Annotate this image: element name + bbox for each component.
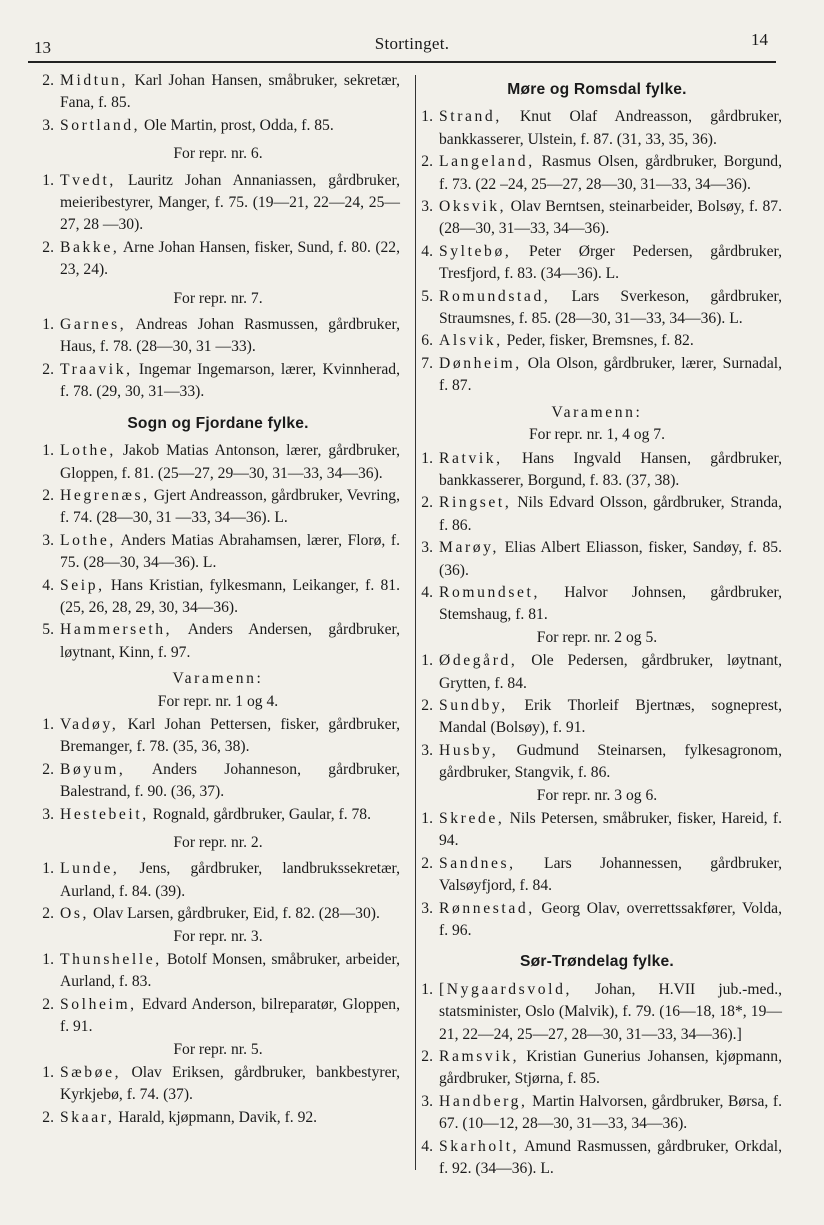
member-name: Hegrenæs, (60, 486, 150, 504)
member-name: Husby, (439, 741, 499, 759)
entry-number: 1. (421, 449, 433, 467)
entry-text (439, 582, 782, 627)
member-details: Johan, H.VII jub.-med., statsminister, Oslo (Malvik), f. 79. (16—18, 18*, 19—21, 22—24, 25—27, 28—30, 31—33, 34—36).] (439, 980, 782, 1043)
member-name: Romundset, (439, 583, 540, 601)
member-name: Syltebø, (439, 242, 512, 260)
member-entry (412, 808, 782, 853)
entry-number: 1. (42, 171, 54, 189)
member-name: Bakke, (60, 238, 120, 256)
entry-number: 3. (421, 198, 433, 216)
member-name: Langeland, (439, 153, 535, 171)
member-entry (412, 196, 782, 241)
entry-text (60, 714, 400, 759)
member-name: Hammerseth, (60, 621, 173, 639)
entry-text (60, 858, 400, 903)
member-name: Skarholt, (439, 1137, 520, 1155)
member-entry (36, 858, 400, 903)
member-details: Botolf Monsen, småbruker, arbeider, Aurland, f. 83. (60, 951, 400, 991)
member-name: Sundby, (439, 696, 508, 714)
member-details: Knut Olaf Andreasson, gårdbruker, bankkasserer, Ulstein, f. 87. (31, 33, 35, 36). (439, 108, 782, 148)
member-name: Sæbøe, (60, 1064, 122, 1082)
member-entry (412, 1136, 782, 1181)
member-details: Lars Sverkeson, gårdbruker, Straumsnes, f. 85. (28—30, 31—33, 34—36). L. (439, 287, 782, 328)
member-details: Jens, gårdbruker, landbrukssekretær, Aurland, f. 84. (39). (60, 860, 400, 900)
entry-number: 1. (42, 1064, 54, 1082)
entry-number: 2. (42, 360, 54, 378)
member-details: Rasmus Olsen, gårdbruker, Borgund, f. 73. (22 –24, 25—27, 28—30, 31—33, 34—36). (439, 153, 782, 193)
member-name: Thunshelle, (60, 951, 162, 969)
entry-text (60, 170, 400, 237)
entry-text (439, 286, 782, 331)
member-name: Lunde, (60, 860, 120, 878)
member-entry (412, 241, 782, 286)
member-entry (36, 314, 400, 359)
member-details: Elias Albert Eliasson, fisker, Sandøy, f. 85. (36). (439, 539, 782, 579)
entry-number: 2. (421, 153, 433, 171)
entry-number: 1. (42, 860, 54, 878)
entry-number: 6. (421, 332, 433, 350)
member-name: Alsvik, (439, 332, 503, 350)
entry-text (60, 115, 400, 137)
header-rule (28, 61, 776, 63)
member-details: Amund Rasmussen, gårdbruker, Orkdal, f. 92. (34—36). L. (439, 1137, 782, 1178)
entry-text (60, 485, 400, 530)
member-details: Gudmund Steinarsen, fylkesagronom, gårdbruker, Stangvik, f. 86. (439, 741, 782, 782)
entry-text (439, 853, 782, 898)
member-name: Ødegård, (439, 652, 518, 670)
entry-text (439, 330, 782, 352)
member-entry (412, 353, 782, 398)
representative-subheading: For repr. nr. 1, 4 og 7. (528, 426, 665, 444)
entry-number: 2. (421, 696, 433, 714)
entry-number: 4. (421, 1137, 433, 1155)
entry-text (439, 695, 782, 740)
member-entry (36, 714, 400, 759)
member-entry (412, 582, 782, 627)
member-details: Karl Johan Hansen, småbruker, sekretær, Fana, f. 85. (60, 72, 400, 112)
entry-text (60, 530, 400, 575)
member-details: Lauritz Johan Annaniassen, gårdbruker, meieribestyrer, Manger, f. 75. (19—21, 22—24, 25—27, 28 —30). (60, 171, 400, 234)
substitutes-heading: Varamenn: (172, 670, 264, 688)
member-entry (412, 492, 782, 537)
member-name: Skrede, (439, 810, 505, 827)
entry-text (60, 804, 400, 826)
member-entry (412, 898, 782, 943)
entry-text (439, 979, 782, 1046)
member-name: Lothe, (60, 442, 116, 460)
member-details: Martin Halvorsen, gårdbruker, Børsa, f. 67. (10—12, 28—30, 31—33, 34—36). (439, 1092, 782, 1133)
entry-number: 3. (421, 1092, 433, 1110)
member-name: Seip, (60, 576, 105, 594)
representative-subheading: For repr. nr. 1 og 4. (157, 692, 279, 710)
member-name: [Nygaardsvold, (439, 980, 572, 998)
member-entry (36, 1062, 400, 1107)
member-details: Nils Edvard Olsson, gårdbruker, Stranda, f. 86. (439, 494, 782, 534)
entry-number: 2. (42, 486, 54, 504)
member-name: Strand, (439, 108, 502, 126)
member-name: Sandnes, (439, 854, 516, 872)
member-name: Skaar, (60, 1108, 115, 1126)
member-name: Solheim, (60, 995, 137, 1013)
entry-text (439, 740, 782, 785)
member-details: Lars Johannessen, gårdbruker, Valsøyfjord, f. 84. (439, 854, 782, 895)
representative-subheading: For repr. nr. 3. (173, 927, 263, 945)
entry-text (439, 196, 782, 241)
entry-number: 4. (421, 242, 433, 260)
member-entry (36, 903, 400, 925)
entry-number: 7. (421, 354, 433, 372)
member-name: Garnes, (60, 316, 127, 334)
member-entry (36, 949, 400, 994)
member-name: Midtun, (60, 72, 129, 89)
entry-text (60, 237, 400, 282)
member-entry (412, 106, 782, 151)
member-entry (36, 485, 400, 530)
entry-number: 3. (421, 899, 433, 917)
entry-number: 1. (42, 442, 54, 460)
representative-subheading: For repr. nr. 2. (173, 834, 263, 851)
member-details: Arne Johan Hansen, fisker, Sund, f. 80. (22, 23, 24). (60, 238, 401, 279)
member-name: Ringset, (439, 494, 512, 512)
member-entry (412, 537, 782, 582)
member-details: Edvard Anderson, bilreparatør, Gloppen, f. 91. (60, 995, 400, 1036)
member-details: Olav Berntsen, steinarbeider, Bolsøy, f. 87. (28—30, 31—33, 34—36). (439, 198, 782, 238)
entry-text (60, 1107, 400, 1129)
entry-text (439, 241, 782, 286)
representative-subheading: For repr. nr. 2 og 5. (536, 628, 658, 646)
right-column (412, 70, 782, 1181)
entry-text (60, 359, 400, 404)
member-name: Lothe, (60, 531, 116, 549)
entry-text (439, 808, 782, 853)
county-heading: Sogn og Fjordane fylke. (127, 414, 309, 432)
member-details: Halvor Johnsen, gårdbruker, Stemshaug, f. 81. (439, 583, 782, 624)
page-header (0, 30, 824, 60)
member-entry (412, 1091, 782, 1136)
entry-number: 1. (421, 108, 433, 126)
entry-text (439, 492, 782, 537)
member-details: Karl Johan Pettersen, fisker, gårdbruker, Bremanger, f. 78. (35, 36, 38). (60, 715, 400, 756)
member-entry (36, 237, 400, 282)
entry-number: 1. (421, 980, 433, 998)
member-entry (36, 619, 400, 664)
member-details: Harald, kjøpmann, Davik, f. 92. (118, 1108, 318, 1126)
member-details: Georg Olav, overrettssakfører, Volda, f. 96. (439, 899, 782, 940)
member-name: Oksvik, (439, 198, 507, 216)
member-details: Anders Andersen, gårdbruker, løytnant, Kinn, f. 97. (60, 621, 400, 661)
member-entry (36, 759, 400, 804)
entry-text (439, 1136, 782, 1181)
representative-subheading: For repr. nr. 7. (173, 289, 263, 307)
entry-number: 4. (42, 576, 54, 594)
member-details: Ole Martin, prost, Odda, f. 85. (144, 116, 334, 134)
entry-number: 1. (42, 951, 54, 969)
entry-number: 2. (42, 72, 54, 89)
member-entry (36, 804, 400, 826)
page-number-right: 14 (751, 30, 768, 49)
entry-number: 5. (42, 621, 54, 639)
member-entry (412, 1046, 782, 1091)
member-name: Handberg, (439, 1092, 528, 1110)
entry-text (60, 903, 400, 925)
member-details: Hans Ingvald Hansen, gårdbruker, bankkasserer, Borgund, f. 83. (37, 38). (439, 449, 782, 489)
member-name: Ratvik, (439, 449, 503, 467)
entry-text (439, 106, 782, 151)
member-entry (412, 151, 782, 196)
member-entry (36, 1107, 400, 1129)
member-entry (36, 70, 400, 115)
member-details: Gjert Andreasson, gårdbruker, Vevring, f. 74. (28—30, 31 —33, 34—36). L. (60, 486, 401, 527)
member-details: Kristian Gunerius Johansen, kjøpmann, gårdbruker, Stjørna, f. 85. (439, 1048, 782, 1088)
entry-number: 3. (42, 116, 54, 134)
member-entry (412, 286, 782, 331)
entry-number: 3. (421, 539, 433, 557)
entry-number: 3. (421, 741, 433, 759)
member-entry (412, 650, 782, 695)
member-details: Ola Olson, gårdbruker, lærer, Surnadal, f. 87. (439, 354, 782, 395)
member-entry (36, 115, 400, 137)
entry-number: 2. (42, 905, 54, 923)
member-details: Ingemar Ingemarson, lærer, Kvinnherad, f. 78. (29, 30, 31—33). (60, 360, 400, 401)
entry-number: 1. (42, 715, 54, 733)
entry-text (60, 949, 400, 994)
member-details: Jakob Matias Antonson, lærer, gårdbruker, Gloppen, f. 81. (25—27, 29—30, 31—33, 34—36). (60, 442, 401, 482)
member-entry (36, 530, 400, 575)
member-name: Traavik, (60, 360, 133, 378)
member-name: Romundstad, (439, 287, 551, 305)
entry-text (439, 151, 782, 196)
entry-text (439, 650, 782, 695)
entry-number: 2. (42, 995, 54, 1013)
entry-text (60, 994, 400, 1039)
member-entry (36, 575, 400, 620)
entry-text (439, 898, 782, 943)
member-name: Marøy, (439, 539, 500, 557)
entry-number: 1. (421, 810, 433, 827)
entry-text (60, 314, 400, 359)
entry-number: 5. (421, 287, 433, 305)
substitutes-heading: Varamenn: (551, 403, 643, 421)
entry-text (439, 353, 782, 398)
entry-text (439, 1091, 782, 1136)
member-entry (36, 359, 400, 404)
running-title: Stortinget. (374, 34, 450, 53)
entry-number: 2. (42, 1108, 54, 1126)
member-entry (412, 695, 782, 740)
member-details: Anders Johanneson, gårdbruker, Balestrand, f. 90. (36, 37). (60, 760, 400, 801)
entry-text (60, 759, 400, 804)
member-entry (36, 994, 400, 1039)
member-entry (412, 448, 782, 493)
member-details: Andreas Johan Rasmussen, gårdbruker, Haus, f. 78. (28—30, 31 —33). (60, 316, 400, 356)
member-details: Ole Pedersen, gårdbruker, løytnant, Grytten, f. 84. (439, 652, 782, 692)
entry-number: 1. (42, 316, 54, 334)
member-details: Nils Petersen, småbruker, fisker, Hareid, f. 94. (439, 810, 782, 850)
entry-number: 3. (42, 531, 54, 549)
representative-subheading: For repr. nr. 5. (173, 1040, 263, 1058)
member-name: Bøyum, (60, 760, 126, 778)
member-entry (36, 440, 400, 485)
entry-number: 3. (42, 805, 54, 823)
entry-number: 2. (421, 854, 433, 872)
member-name: Tvedt, (60, 171, 116, 189)
member-details: Peter Ørger Pedersen, gårdbruker, Tresfjord, f. 83. (34—36). L. (439, 242, 782, 283)
entry-number: 2. (42, 238, 54, 256)
county-heading: Sør-Trøndelag fylke. (520, 953, 674, 971)
representative-subheading: For repr. nr. 6. (173, 145, 263, 163)
member-details: Rognald, gårdbruker, Gaular, f. 78. (152, 805, 371, 823)
entry-text (439, 448, 782, 493)
entry-number: 2. (42, 760, 54, 778)
entry-text (60, 619, 400, 664)
entry-number: 2. (421, 494, 433, 512)
member-details: Anders Matias Abrahamsen, lærer, Florø, f. 75. (28—30, 34—36). L. (60, 531, 400, 572)
member-details: Peder, fisker, Bremsnes, f. 82. (506, 332, 694, 350)
member-entry (412, 740, 782, 785)
entry-number: 1. (421, 652, 433, 670)
page-number-left: 13 (34, 38, 51, 57)
member-name: Os, (60, 905, 90, 923)
entry-text (60, 1062, 400, 1107)
member-name: Vadøy, (60, 715, 119, 733)
member-details: Olav Larsen, gårdbruker, Eid, f. 82. (28—30). (92, 905, 380, 923)
member-details: Hans Kristian, fylkesmann, Leikanger, f. 81. (25, 26, 28, 29, 30, 34—36). (60, 576, 400, 616)
left-column (36, 70, 400, 1129)
entry-number: 4. (421, 583, 433, 601)
member-name: Sortland, (60, 116, 141, 134)
member-entry (412, 853, 782, 898)
member-name: Hestebeit, (60, 805, 149, 823)
member-name: Rønnestad, (439, 899, 535, 917)
representative-subheading: For repr. nr. 3 og 6. (536, 786, 658, 804)
member-details: Erik Thorleif Bjertnæs, sogneprest, Mandal (Bolsøy), f. 91. (439, 696, 782, 737)
member-entry (412, 979, 782, 1046)
member-entry (36, 170, 400, 237)
member-name: Ramsvik, (439, 1048, 520, 1066)
member-entry (412, 330, 782, 352)
entry-text (60, 70, 400, 115)
member-details: Olav Eriksen, gårdbruker, bankbestyrer, Kyrkjebø, f. 74. (37). (60, 1064, 400, 1104)
entry-text (439, 537, 782, 582)
entry-text (60, 440, 400, 485)
entry-text (60, 575, 400, 620)
member-name: Dønheim, (439, 354, 522, 372)
entry-text (439, 1046, 782, 1091)
county-heading: Møre og Romsdal fylke. (507, 81, 687, 98)
entry-number: 2. (421, 1048, 433, 1066)
